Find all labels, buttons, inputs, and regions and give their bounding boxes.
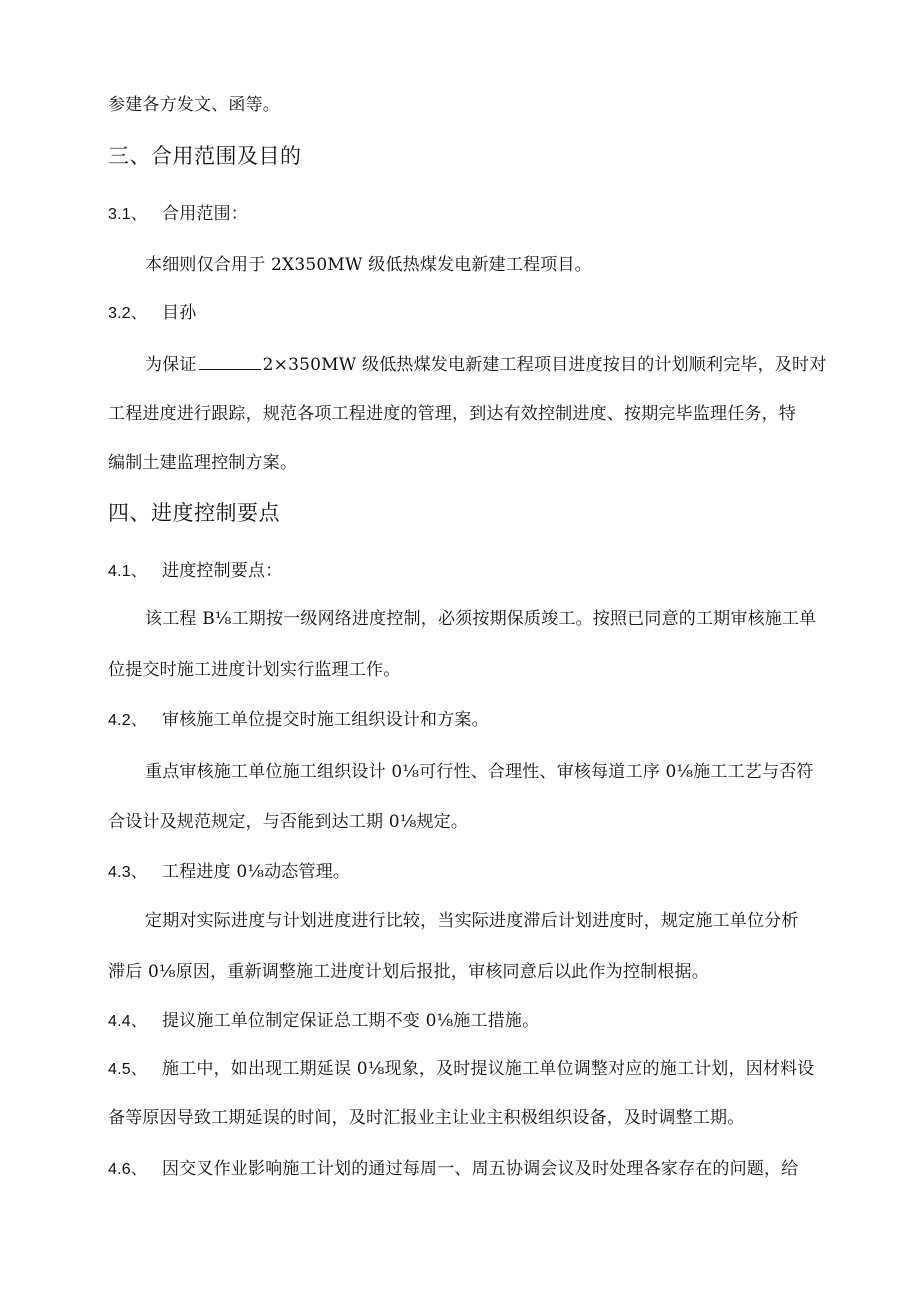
text-line: 备等原因导致工期延误的时间，及时汇报业主让业主积极组织设备，及时调整工期。 [108, 1108, 745, 1128]
subsection-title: 提议施工单位制定保证总工期不变 0⅛施工措施。 [162, 1011, 540, 1031]
heading-text: 三、合用范围及目的 [108, 144, 302, 168]
text-line: 本细则仅合用于 2X350MW 级低热煤发电新建工程项目。 [145, 255, 592, 275]
section-heading-4 [108, 500, 280, 526]
subsection-4-1 [108, 560, 282, 583]
text-line: 合设计及规范规定，与否能到达工期 0⅛规定。 [108, 812, 469, 832]
paragraph-4-5-line-2 [108, 1107, 744, 1129]
subsection-title: 审核施工单位提交时施工组织设计和方案。 [162, 710, 489, 730]
subsection-4-3 [108, 861, 350, 884]
paragraph-4-1-line-2 [108, 659, 400, 681]
subsection-title: 合用范围： [162, 204, 248, 224]
text-line: 定期对实际进度与计划进度进行比较，当实际进度滞后计划进度时，规定施工单位分析 [145, 911, 799, 931]
subsection-title: 施工中，如出现工期延误 0⅛现象，及时提议施工单位调整对应的施工计划，因材料设 [162, 1059, 815, 1079]
paragraph-4-2-line-1 [145, 761, 814, 783]
subsection-4-6 [108, 1158, 798, 1181]
paragraph-4-3-line-1 [145, 910, 799, 932]
paragraph-continuation [108, 94, 280, 116]
section-number: 4.2、 [108, 712, 148, 729]
section-number: 4.5、 [108, 1061, 148, 1078]
text-line: 编制土建监理控制方案。 [108, 453, 298, 473]
section-number: 3.2、 [108, 305, 148, 322]
section-number: 4.4、 [108, 1013, 148, 1030]
section-number: 3.1、 [108, 206, 148, 223]
text-line: 为保证 [145, 355, 197, 375]
paragraph-3-2-line-3 [108, 452, 297, 474]
text-line: 位提交时施工进度计划实行监理工作。 [108, 660, 401, 680]
subsection-title: 因交叉作业影响施工计划的通过每周一、周五协调会议及时处理各家存在的问题，给 [162, 1159, 799, 1179]
subsection-3-1 [108, 203, 248, 226]
subsection-title: 进度控制要点： [162, 561, 283, 581]
subsection-4-2 [108, 709, 489, 732]
text-line: 工程进度进行跟踪，规范各项工程进度的管理，到达有效控制进度、按期完毕监理任务，特 [108, 404, 796, 424]
blank-underline [199, 353, 261, 370]
text-line: 2×350MW 级低热煤发电新建工程项目进度按目的计划顺利完毕，及时对 [262, 355, 827, 375]
section-number: 4.1、 [108, 563, 148, 580]
text-line: 滞后 0⅛原因，重新调整施工进度计划后报批，审核同意后以此作为控制根据。 [108, 962, 709, 982]
section-number: 4.6、 [108, 1161, 148, 1178]
subsection-title: 目孙 [162, 303, 197, 323]
text-line: 该工程 B⅛工期按一级网络进度控制，必须按期保质竣工。按照已同意的工期审核施工单 [145, 609, 817, 629]
subsection-3-2 [108, 302, 196, 325]
paragraph-3-1 [145, 254, 592, 276]
paragraph-3-2-line-1 [145, 353, 826, 376]
subsection-4-4 [108, 1010, 539, 1033]
paragraph-4-1-line-1 [145, 608, 816, 630]
text-line: 重点审核施工单位施工组织设计 0⅛可行性、合理性、审核每道工序 0⅛施工工艺与否符 [145, 762, 814, 782]
paragraph-3-2-line-2 [108, 403, 796, 425]
paragraph-4-2-line-2 [108, 811, 468, 833]
section-heading-3 [108, 143, 302, 169]
heading-text: 四、进度控制要点 [108, 501, 280, 525]
paragraph-4-3-line-2 [108, 961, 709, 983]
text-line: 参建各方发文、函等。 [108, 95, 280, 115]
section-number: 4.3、 [108, 864, 148, 881]
subsection-title: 工程进度 0⅛动态管理。 [162, 862, 351, 882]
subsection-4-5 [108, 1058, 815, 1081]
